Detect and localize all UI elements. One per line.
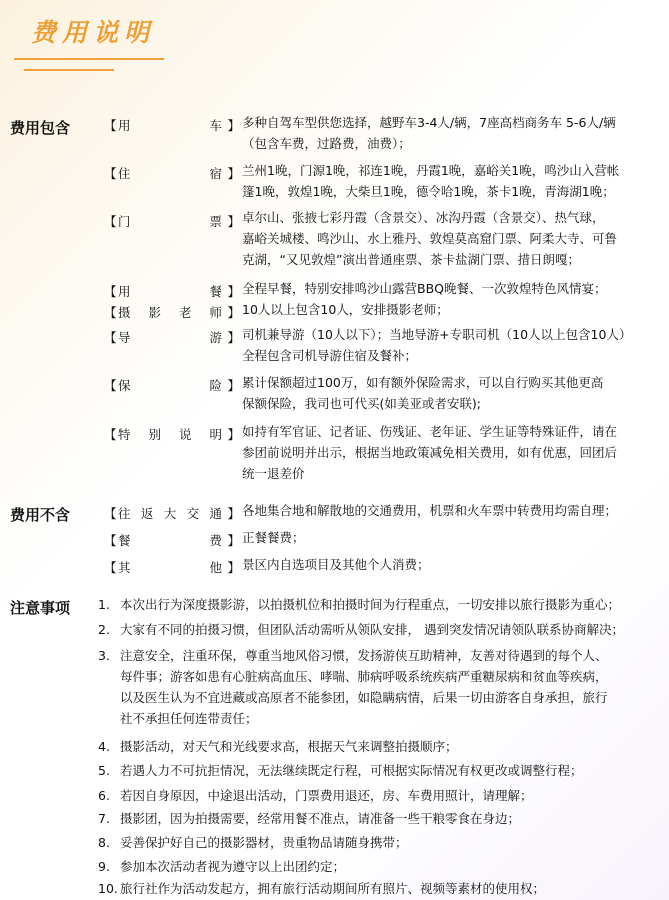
note-item: 8. 妥善保护好自己的摄影器材，贵重物品请随身携带； xyxy=(98,835,408,850)
note-item: 4. 摄影活动，对天气和光线要求高，根据天气来调整拍摄顺序； xyxy=(98,739,458,754)
note-item: 9. 参加本次活动者视为遵守以上出团约定； xyxy=(98,859,346,874)
notes-heading: 注意事项 xyxy=(10,599,71,617)
page-title: 费用说明 xyxy=(31,18,156,47)
included-heading: 费用包含 xyxy=(10,119,71,137)
excluded-value-transport: 各地集合地和解散地的交通费用，机票和火车票中转费用均需自理； xyxy=(242,503,618,518)
excluded-value-meals: 正餐餐费； xyxy=(242,530,305,545)
included-value-guide: 司机兼导游（10人以下）；当地导游+专职司机（10人以上包含10人） 全程包含司机导游住宿及餐补； xyxy=(242,327,632,363)
title-underline-short xyxy=(24,69,114,71)
excluded-value-other: 景区内自选项目及其他个人消费； xyxy=(242,557,430,572)
note-item: 5. 若遇人力不可抗拒情况，无法继续既定行程，可根据实际情况有权更改或调整行程； xyxy=(98,763,583,778)
note-item: 7. 摄影团，因为拍摄需要，经常用餐不准点，请准备一些干粮零食在身边； xyxy=(98,811,521,826)
note-item: 10. 旅行社作为活动发起方，拥有旅行活动期间所有照片、视频等素材的使用权； xyxy=(98,881,546,896)
included-value-special: 如持有军官证、记者证、伤残证、老年证、学生证等特殊证件，请在 参团前说明并出示，根据当地政策减免相关费用，如有优惠，回团后 统一退差价 xyxy=(242,424,618,481)
excluded-heading: 费用不含 xyxy=(10,506,71,524)
note-item: 2. 大家有不同的拍摄习惯，但团队活动需听从领队安排， 遇到突发情况请领队联系协商解决； xyxy=(98,622,624,637)
included-value-tickets: 卓尔山、张掖七彩丹霞（含景交）、冰沟丹霞（含景交）、热气球， 嘉峪关城楼、鸣沙山、水上雅丹、敦煌莫高窟门票、阿柔大寺、可鲁 克湖，“又见敦煌”演出普通座票、茶卡盐湖门票、措日朗嘎； xyxy=(242,210,618,267)
included-value-car: 多种自驾车型供您选择，越野车3-4人/辆，7座高档商务车 5-6人/辆 （包含车费，过路费，油费）； xyxy=(242,115,616,151)
included-value-hotel: 兰州1晚，门源1晚，祁连1晚，丹霞1晚，嘉峪关1晚，鸣沙山入营帐 篷1晚，敦煌1晚，大柴旦1晚，德令哈1晚，茶卡1晚，青海湖1晚； xyxy=(242,163,620,199)
note-item: 1. 本次出行为深度摄影游，以拍摄机位和拍摄时间为行程重点，一切安排以旅行摄影为重心； xyxy=(98,597,621,612)
included-value-insurance: 累计保额超过100万，如有额外保险需求，可以自行购买其他更高 保额保险，我司也可代买(如美亚或者安联); xyxy=(242,375,604,411)
note-item: 6. 若因自身原因，中途退出活动，门票费用退还，房、车费用照计，请理解； xyxy=(98,788,533,803)
included-value-photographer: 10人以上包含10人，安排摄影老师； xyxy=(242,302,449,317)
title-underline xyxy=(14,58,164,60)
note-item: 3. 注意安全，注重环保，尊重当地风俗习惯，发扬游侠互助精神，友善对待遇到的每个人、 每件事；游客如患有心脏病高血压、哮喘、肺病呼吸系统疾病严重糖尿病和贫血等疾病， 以及医生认为不宜进藏或高原者不能参团，如隐瞒病情，后果一切由游客自身承担，旅行 社不承担任何连带责任； xyxy=(98,648,608,726)
included-value-meals: 全程早餐，特别安排鸣沙山露营BBQ晚餐、一次敦煌特色风情宴； xyxy=(242,281,607,296)
